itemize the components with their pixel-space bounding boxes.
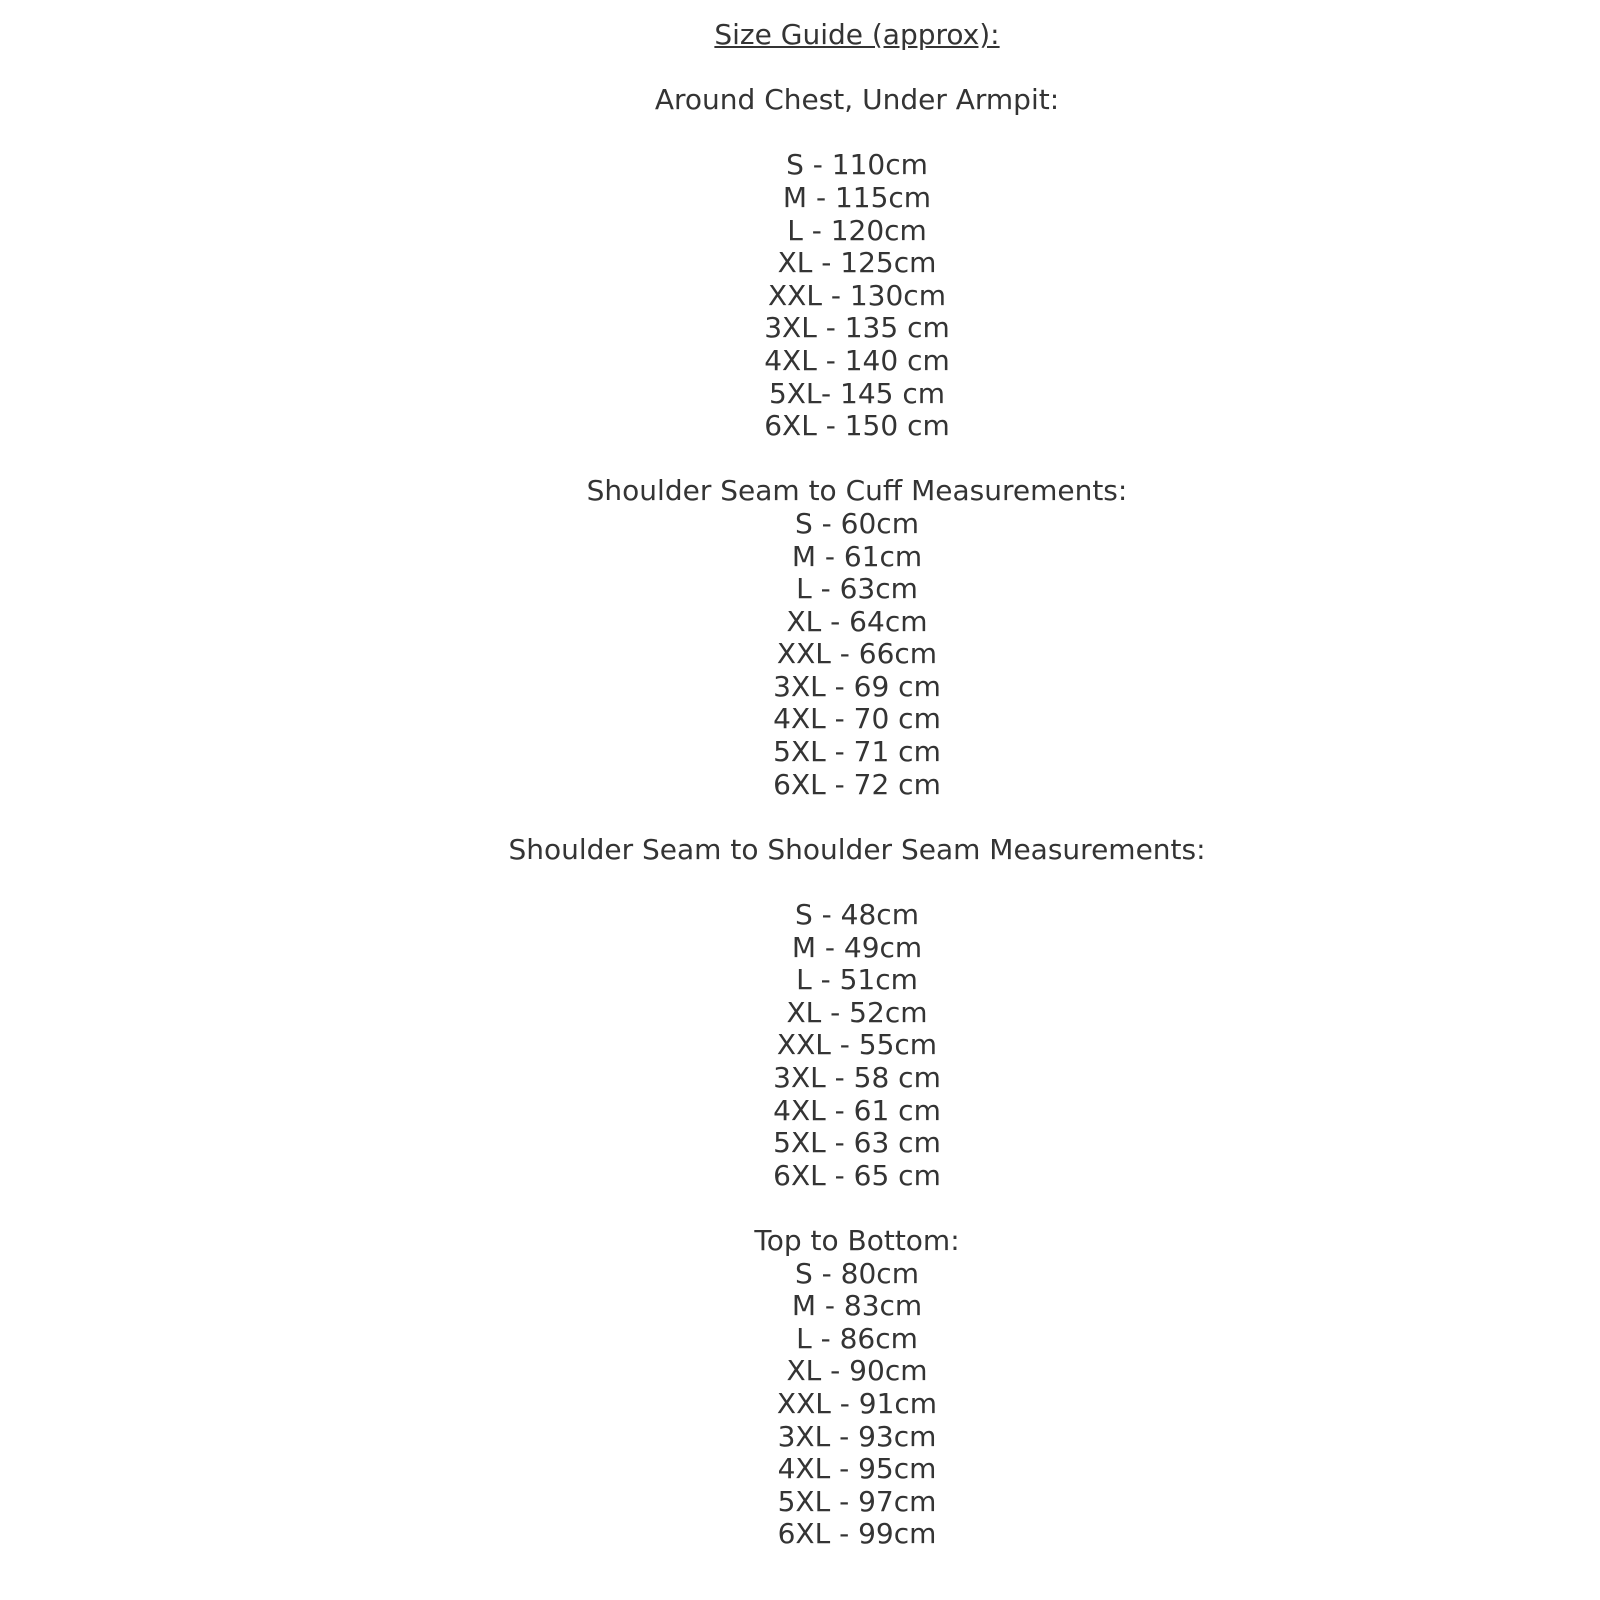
section-heading-shoulder-to-cuff: Shoulder Seam to Cuff Measurements: xyxy=(586,474,1128,508)
size-row: 4XL - 61 cm xyxy=(773,1093,941,1127)
size-row: L - 63cm xyxy=(796,572,918,606)
size-row: XL - 52cm xyxy=(786,995,928,1029)
size-row: S - 48cm xyxy=(795,898,919,932)
size-row: XXL - 55cm xyxy=(776,1028,938,1062)
size-row: XXL - 130cm xyxy=(768,278,946,312)
size-row: M - 61cm xyxy=(791,539,923,573)
size-guide-title: Size Guide (approx): xyxy=(714,18,1000,51)
size-row: XXL - 91cm xyxy=(776,1386,938,1420)
size-row: S - 60cm xyxy=(795,506,919,540)
size-row: 5XL - 63 cm xyxy=(773,1126,941,1160)
size-row: XXL - 66cm xyxy=(776,637,938,671)
size-row: 4XL - 140 cm xyxy=(764,343,950,377)
size-row: 3XL - 69 cm xyxy=(773,669,941,703)
spacer xyxy=(114,801,1600,834)
size-row: L - 86cm xyxy=(796,1321,918,1355)
size-row: L - 120cm xyxy=(787,213,927,247)
size-row: 6XL - 150 cm xyxy=(764,409,950,443)
size-row: M - 49cm xyxy=(791,930,923,964)
size-row: 5XL - 71 cm xyxy=(773,735,941,769)
size-row: 6XL - 99cm xyxy=(777,1517,937,1551)
size-row: L - 51cm xyxy=(796,963,918,997)
section-shoulder-to-cuff xyxy=(114,475,1600,801)
size-row: XL - 125cm xyxy=(777,246,937,280)
size-row: 4XL - 70 cm xyxy=(773,702,941,736)
spacer xyxy=(114,1192,1600,1225)
size-row: M - 83cm xyxy=(791,1289,923,1323)
size-row: M - 115cm xyxy=(782,180,932,214)
spacer xyxy=(114,443,1600,476)
spacer xyxy=(114,117,1600,150)
spacer xyxy=(114,866,1600,899)
size-row: 5XL- 145 cm xyxy=(768,376,946,410)
section-top-to-bottom xyxy=(114,1225,1600,1551)
section-around-chest xyxy=(114,84,1600,443)
size-row: 3XL - 93cm xyxy=(777,1419,937,1453)
size-row: 3XL - 58 cm xyxy=(773,1061,941,1094)
size-row: 3XL - 135 cm xyxy=(764,311,950,345)
section-heading-top-to-bottom: Top to Bottom: xyxy=(754,1223,960,1257)
size-row: S - 80cm xyxy=(795,1256,919,1290)
section-heading-shoulder-to-shoulder: Shoulder Seam to Shoulder Seam Measurements: xyxy=(508,832,1206,866)
section-shoulder-to-shoulder xyxy=(114,834,1600,1193)
size-row: 5XL - 97cm xyxy=(777,1484,937,1518)
size-row: S - 110cm xyxy=(786,148,928,182)
section-heading-around-chest: Around Chest, Under Armpit: xyxy=(654,83,1060,117)
size-row: 6XL - 72 cm xyxy=(773,767,941,801)
spacer xyxy=(114,52,1600,85)
size-row: 6XL - 65 cm xyxy=(773,1158,941,1192)
size-row: XL - 64cm xyxy=(786,604,928,638)
size-row: 4XL - 95cm xyxy=(777,1452,937,1486)
size-row: XL - 90cm xyxy=(786,1354,928,1388)
